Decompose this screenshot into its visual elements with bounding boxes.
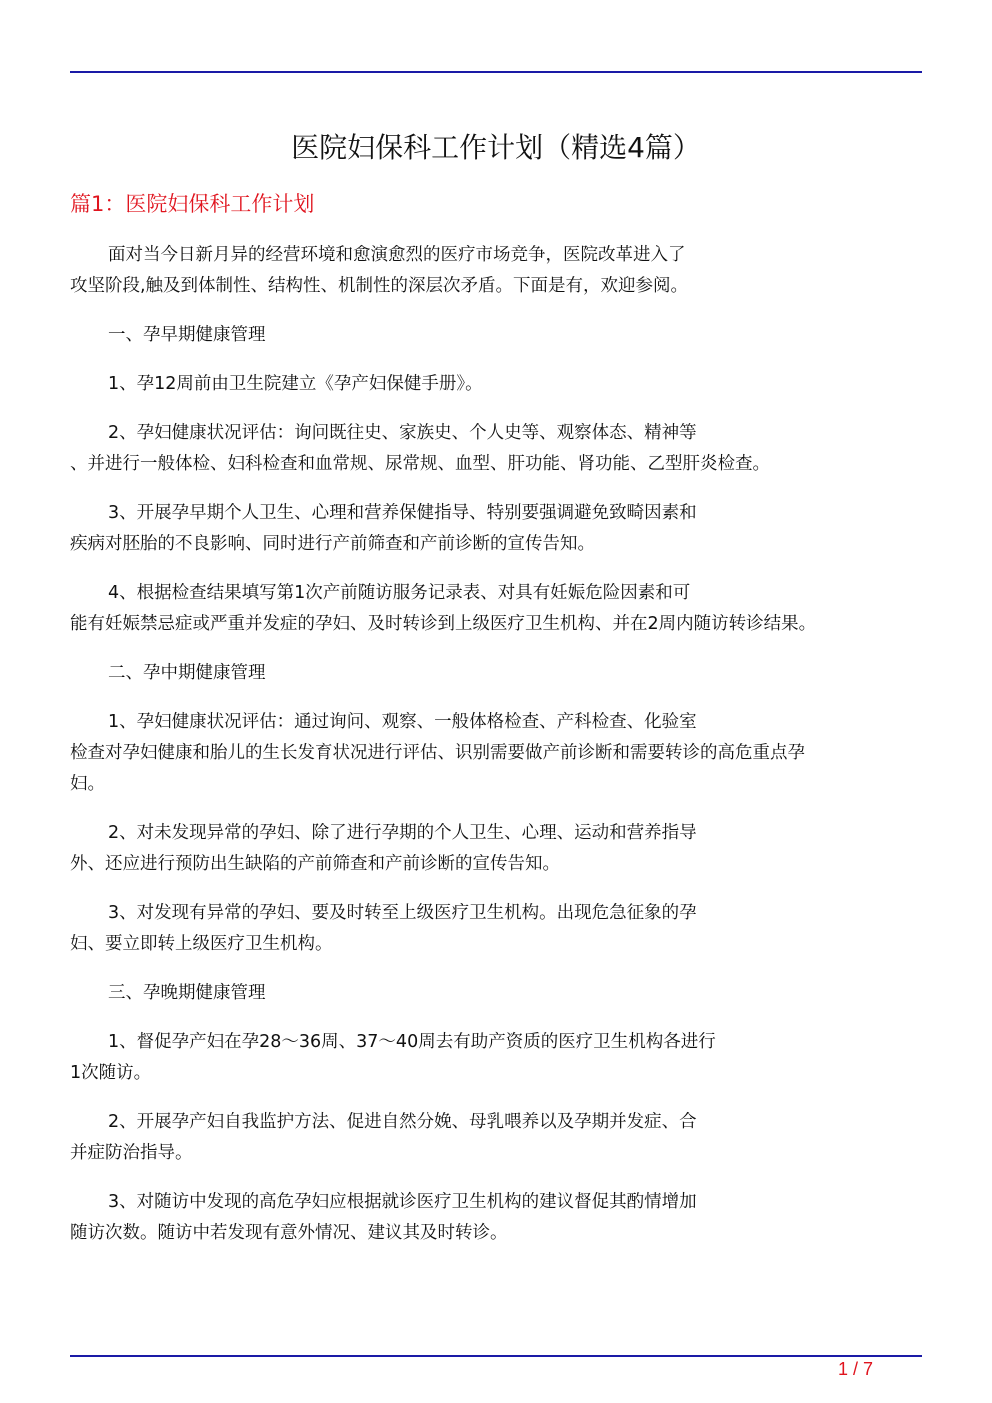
paragraph-item — [70, 578, 922, 640]
paragraph-line: 随访次数。随访中若发现有意外情况、建议其及时转诊。 — [70, 1223, 508, 1243]
paragraph-line: 3、对随访中发现的高危孕妇应根据就诊医疗卫生机构的建议督促其酌情增加 — [108, 1192, 697, 1212]
subheading-text: 一、孕早期健康管理 — [108, 325, 266, 345]
paragraph-item — [70, 818, 922, 880]
paragraph-item — [70, 418, 922, 480]
footer-rule — [70, 1355, 922, 1357]
paragraph-line: 2、孕妇健康状况评估：询问既往史、家族史、个人史等、观察体态、精神等 — [108, 423, 697, 443]
paragraph-line: 疾病对胚胎的不良影响、同时进行产前筛查和产前诊断的宣传告知。 — [70, 534, 595, 554]
paragraph-line: 1、督促孕产妇在孕28～36周、37～40周去有助产资质的医疗卫生机构各进行 — [108, 1032, 716, 1052]
section-heading: 篇1：医院妇保科工作计划 — [70, 192, 315, 216]
subheading-late-pregnancy — [70, 978, 922, 1009]
paragraph-item — [70, 498, 922, 560]
paragraph-item — [70, 1107, 922, 1169]
paragraph-line: 攻坚阶段,触及到体制性、结构性、机制性的深层次矛盾。下面是有，欢迎参阅。 — [70, 276, 689, 296]
subheading-mid-pregnancy — [70, 658, 922, 689]
paragraph-line: 并症防治指导。 — [70, 1143, 193, 1163]
paragraph-line: 妇、要立即转上级医疗卫生机构。 — [70, 934, 333, 954]
paragraph-line: 4、根据检查结果填写第1次产前随访服务记录表、对具有妊娠危险因素和可 — [108, 583, 691, 603]
paragraph-intro — [70, 240, 922, 302]
paragraph-line: 妇。 — [70, 774, 105, 794]
paragraph-line: 2、对未发现异常的孕妇、除了进行孕期的个人卫生、心理、运动和营养指导 — [108, 823, 697, 843]
paragraph-line: 2、开展孕产妇自我监护方法、促进自然分娩、母乳喂养以及孕期并发症、合 — [108, 1112, 697, 1132]
document-body — [70, 240, 922, 1249]
paragraph-item — [70, 1187, 922, 1249]
paragraph-line: 外、还应进行预防出生缺陷的产前筛查和产前诊断的宣传告知。 — [70, 854, 560, 874]
subheading-text: 三、孕晚期健康管理 — [108, 983, 266, 1003]
paragraph-line: 、并进行一般体检、妇科检查和血常规、尿常规、血型、肝功能、肾功能、乙型肝炎检查。 — [70, 454, 770, 474]
paragraph-line: 面对当今日新月异的经营环境和愈演愈烈的医疗市场竞争，医院改革进入了 — [108, 245, 686, 265]
subheading-text: 二、孕中期健康管理 — [108, 663, 266, 683]
paragraph-item — [70, 1027, 922, 1089]
document-title: 医院妇保科工作计划（精选4篇） — [291, 131, 701, 164]
paragraph-line: 检查对孕妇健康和胎儿的生长发育状况进行评估、识别需要做产前诊断和需要转诊的高危重点孕 — [70, 743, 805, 763]
paragraph-line: 1、孕妇健康状况评估：通过询问、观察、一般体格检查、产科检查、化验室 — [108, 712, 697, 732]
paragraph-line: 能有妊娠禁忌症或严重并发症的孕妇、及时转诊到上级医疗卫生机构、并在2周内随访转诊结果。 — [70, 614, 817, 634]
paragraph-line: 1次随访。 — [70, 1063, 152, 1083]
header-rule — [70, 71, 922, 73]
page-number: 1 / 7 — [838, 1359, 874, 1379]
paragraph-line: 1、孕12周前由卫生院建立《孕产妇保健手册》。 — [108, 374, 483, 394]
paragraph-line: 3、对发现有异常的孕妇、要及时转至上级医疗卫生机构。出现危急征象的孕 — [108, 903, 697, 923]
paragraph-item — [70, 369, 922, 400]
paragraph-line: 3、开展孕早期个人卫生、心理和营养保健指导、特别要强调避免致畸因素和 — [108, 503, 697, 523]
subheading-early-pregnancy — [70, 320, 922, 351]
paragraph-item — [70, 707, 922, 800]
paragraph-item — [70, 898, 922, 960]
